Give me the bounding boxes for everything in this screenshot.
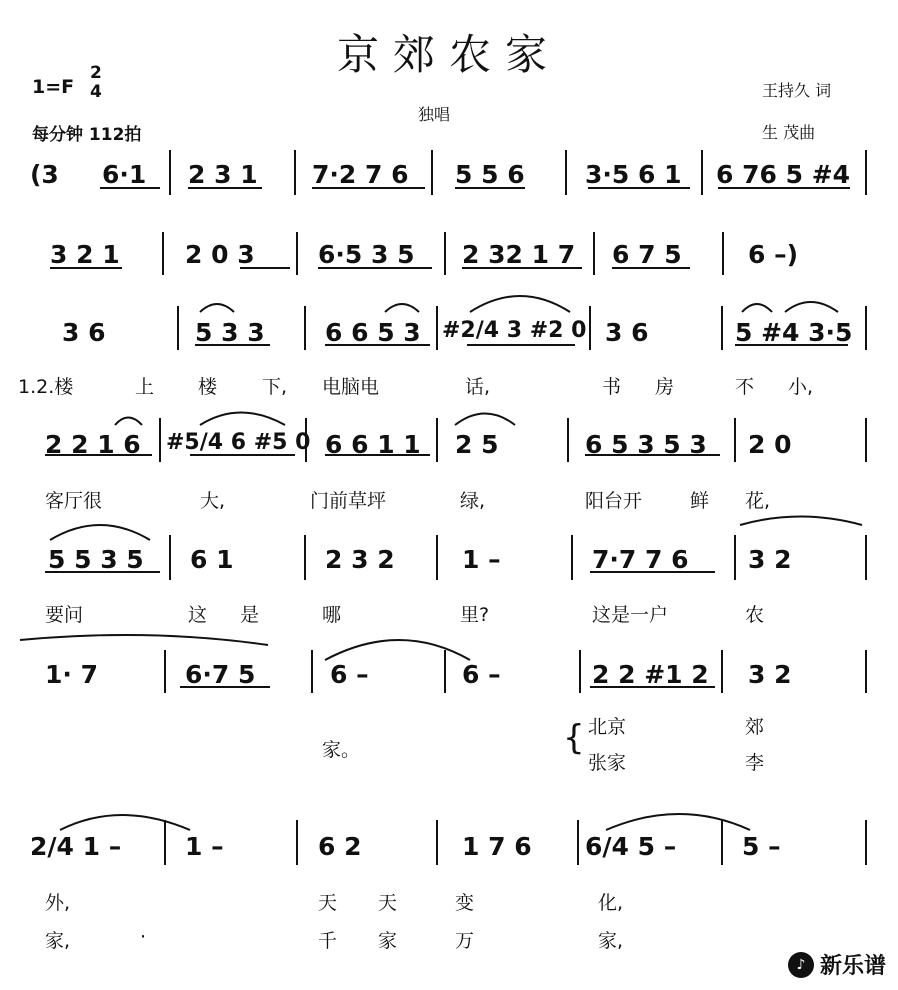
lyric: 大, — [200, 490, 226, 512]
lyric: 这 — [188, 604, 208, 626]
lyric: 李 — [745, 752, 765, 774]
measure: 6·7 5 — [185, 660, 256, 689]
measure: 2 32 1 7 — [462, 240, 576, 269]
measure: 7·2 7 6 — [312, 160, 409, 189]
lyric: 家, — [598, 930, 624, 952]
lyric: 上 — [135, 376, 155, 398]
lyric: 哪 — [322, 604, 342, 626]
measure: 5 3 3 — [195, 318, 265, 347]
measure: 1 7 6 — [462, 832, 532, 861]
measure: 6 – — [330, 660, 369, 689]
lyric: 化, — [598, 892, 624, 914]
measure: 5 – — [742, 832, 781, 861]
measure: 3 6 — [62, 318, 106, 347]
measure: 2 3 2 — [325, 545, 395, 574]
music-disc-icon: ♪ — [788, 952, 814, 978]
measure: #2/4 3 #2 0 — [442, 318, 587, 343]
lyric: 千 — [318, 930, 338, 952]
lyric: 农 — [745, 604, 765, 626]
lyric: 家。 — [322, 739, 361, 761]
lyric: · — [140, 926, 147, 948]
measure: 1 – — [185, 832, 224, 861]
measure: 2 2 #1 2 — [592, 660, 709, 689]
song-title: 京郊农家 — [336, 30, 561, 79]
measure: 6 6 5 3 — [325, 318, 421, 347]
measure: 3 2 — [748, 545, 792, 574]
measure: 2/4 1 – — [30, 832, 122, 861]
measure: 2 3 1 — [188, 160, 258, 189]
lyric: 下, — [262, 376, 288, 398]
measure: 7·7 7 6 — [592, 545, 689, 574]
lyric: 花, — [745, 490, 771, 512]
lyric: 里? — [460, 604, 490, 626]
measure: 6 76 5 #4 — [716, 160, 851, 189]
measure: 6 5 3 5 3 — [585, 430, 707, 459]
lyric: 小, — [788, 376, 814, 398]
lyric: 房 — [655, 376, 675, 398]
lyric: 1.2.楼 — [18, 376, 74, 398]
watermark-text: 新乐谱 — [819, 954, 886, 979]
watermark-logo — [788, 949, 886, 980]
measure: 6 7 5 — [612, 240, 682, 269]
measure: 6/4 5 – — [585, 832, 677, 861]
measure: 6·1 — [102, 160, 147, 189]
lyric: 张家 — [588, 752, 627, 774]
lyric: 郊 — [745, 716, 765, 738]
measure: 6 2 — [318, 832, 362, 861]
measure: 2 2 1 6 — [45, 430, 141, 459]
tempo-marking: 每分钟 112拍 — [32, 125, 142, 145]
measure: 6·5 3 5 — [318, 240, 415, 269]
measure: 5 5 3 5 — [48, 545, 144, 574]
measure: 6 6 1 1 — [325, 430, 421, 459]
measure: #5/4 6 #5 0 — [166, 430, 311, 455]
measure: 1 – — [462, 545, 501, 574]
verse-brace: { — [563, 718, 585, 758]
lyric: 北京 — [588, 716, 627, 738]
measure: 5 5 6 — [455, 160, 525, 189]
lyric: 楼 — [198, 376, 218, 398]
lyric: 话, — [465, 376, 491, 398]
lyric: 外, — [45, 892, 71, 914]
lyric: 客厅很 — [45, 490, 103, 512]
lyric: 家, — [45, 930, 71, 952]
lyric: 不 — [735, 376, 755, 398]
measure: 1· 7 — [45, 660, 98, 689]
lyric: 绿, — [460, 490, 486, 512]
measure: 5 #4 3·5 — [735, 318, 853, 347]
lyric: 是 — [240, 604, 260, 626]
measure: 3·5 6 1 — [585, 160, 682, 189]
measure: 6 – — [462, 660, 501, 689]
measure: 2 5 — [455, 430, 499, 459]
key-signature: 1=F — [32, 76, 75, 98]
lyricist-credit: 王持久 词 — [762, 81, 832, 100]
composer-credit: 生 茂曲 — [762, 123, 816, 142]
lyric: 万 — [455, 930, 475, 952]
measure: (3 — [30, 160, 59, 189]
measure: 3 6 — [605, 318, 649, 347]
measure: 6 1 — [190, 545, 234, 574]
lyric: 鲜 — [690, 490, 710, 512]
lyric: 家 — [378, 930, 398, 952]
time-signature: 2 4 — [90, 63, 102, 102]
lyric: 阳台开 — [585, 490, 643, 512]
measure: 2 0 3 — [185, 240, 255, 269]
measure: 2 0 — [748, 430, 792, 459]
lyric: 天 — [318, 892, 338, 914]
measure: 3 2 1 — [50, 240, 120, 269]
lyric: 天 — [378, 892, 398, 914]
lyric: 变 — [455, 892, 475, 914]
lyric: 电脑电 — [322, 376, 380, 398]
lyric: 书 — [602, 376, 622, 398]
measure: 6 –) — [748, 240, 799, 269]
performance-style: 独唱 — [418, 105, 451, 124]
lyric: 要问 — [45, 604, 84, 626]
lyric: 这是一户 — [592, 604, 669, 626]
lyric: 门前草坪 — [310, 490, 387, 512]
measure: 3 2 — [748, 660, 792, 689]
